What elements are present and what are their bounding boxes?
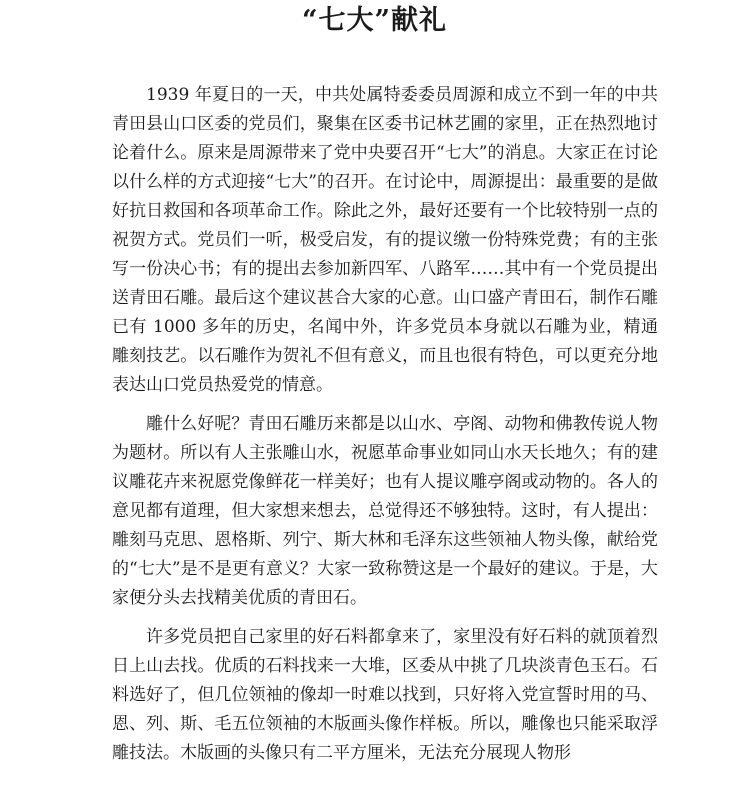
paragraph-2: 雕什么好呢？青田石雕历来都是以山水、亭阁、动物和佛教传说人物为题材。所以有人主张雕山水，祝愿革命事业如同山水天长地久；有的建议雕花卉来祝愿党像鲜花一样美好；也有人提议雕亭阁或动物的。各人的意见都有道理，但大家想来想去，总觉得还不够独特。这时，有人提出：雕刻马克思、恩格斯、列宁、斯大林和毛泽东这些领袖人物头像，献给党的“七大”是不是更有意义？大家一致称赞这是一个最好的建议。于是，大家便分头去找精美优质的青田石。	[112, 414, 658, 608]
page-title: “七大”献礼	[301, 5, 448, 36]
article-body	[112, 81, 658, 778]
paragraph-3: 许多党员把自己家里的好石料都拿来了，家里没有好石料的就顶着烈日上山去找。优质的石料找来一大堆，区委从中挑了几块淡青色玉石。石料选好了，但几位领袖的像却一时难以找到，只好将入党宣誓时用的马、恩、列、斯、毛五位领袖的木版画头像作样板。所以，雕像也只能采取浮雕技法。木版画的头像只有二平方厘米，无法充分展现人物形	[112, 627, 658, 763]
paragraph-1: 1939 年夏日的一天，中共处属特委委员周源和成立不到一年的中共青田县山口区委的党员们，聚集在区委书记林艺圃的家里，正在热烈地讨论着什么。原来是周源带来了党中央要召开“七大”的消息。大家正在讨论以什么样的方式迎接“七大”的召开。在讨论中，周源提出：最重要的是做好抗日救国和各项革命工作。除此之外，最好还要有一个比较特别一点的祝贺方式。党员们一听，极受启发，有的提议缴一份特殊党费；有的主张写一份决心书；有的提出去参加新四军、八路军……其中有一个党员提出送青田石雕。最后这个建议甚合大家的心意。山口盛产青田石，制作石雕已有 1000 多年的历史，名闻中外，许多党员本身就以石雕为业，精通雕刻技艺。以石雕作为贺礼不但有意义，而且也很有特色，可以更充分地表达山口党员热爱党的情意。	[112, 85, 658, 395]
